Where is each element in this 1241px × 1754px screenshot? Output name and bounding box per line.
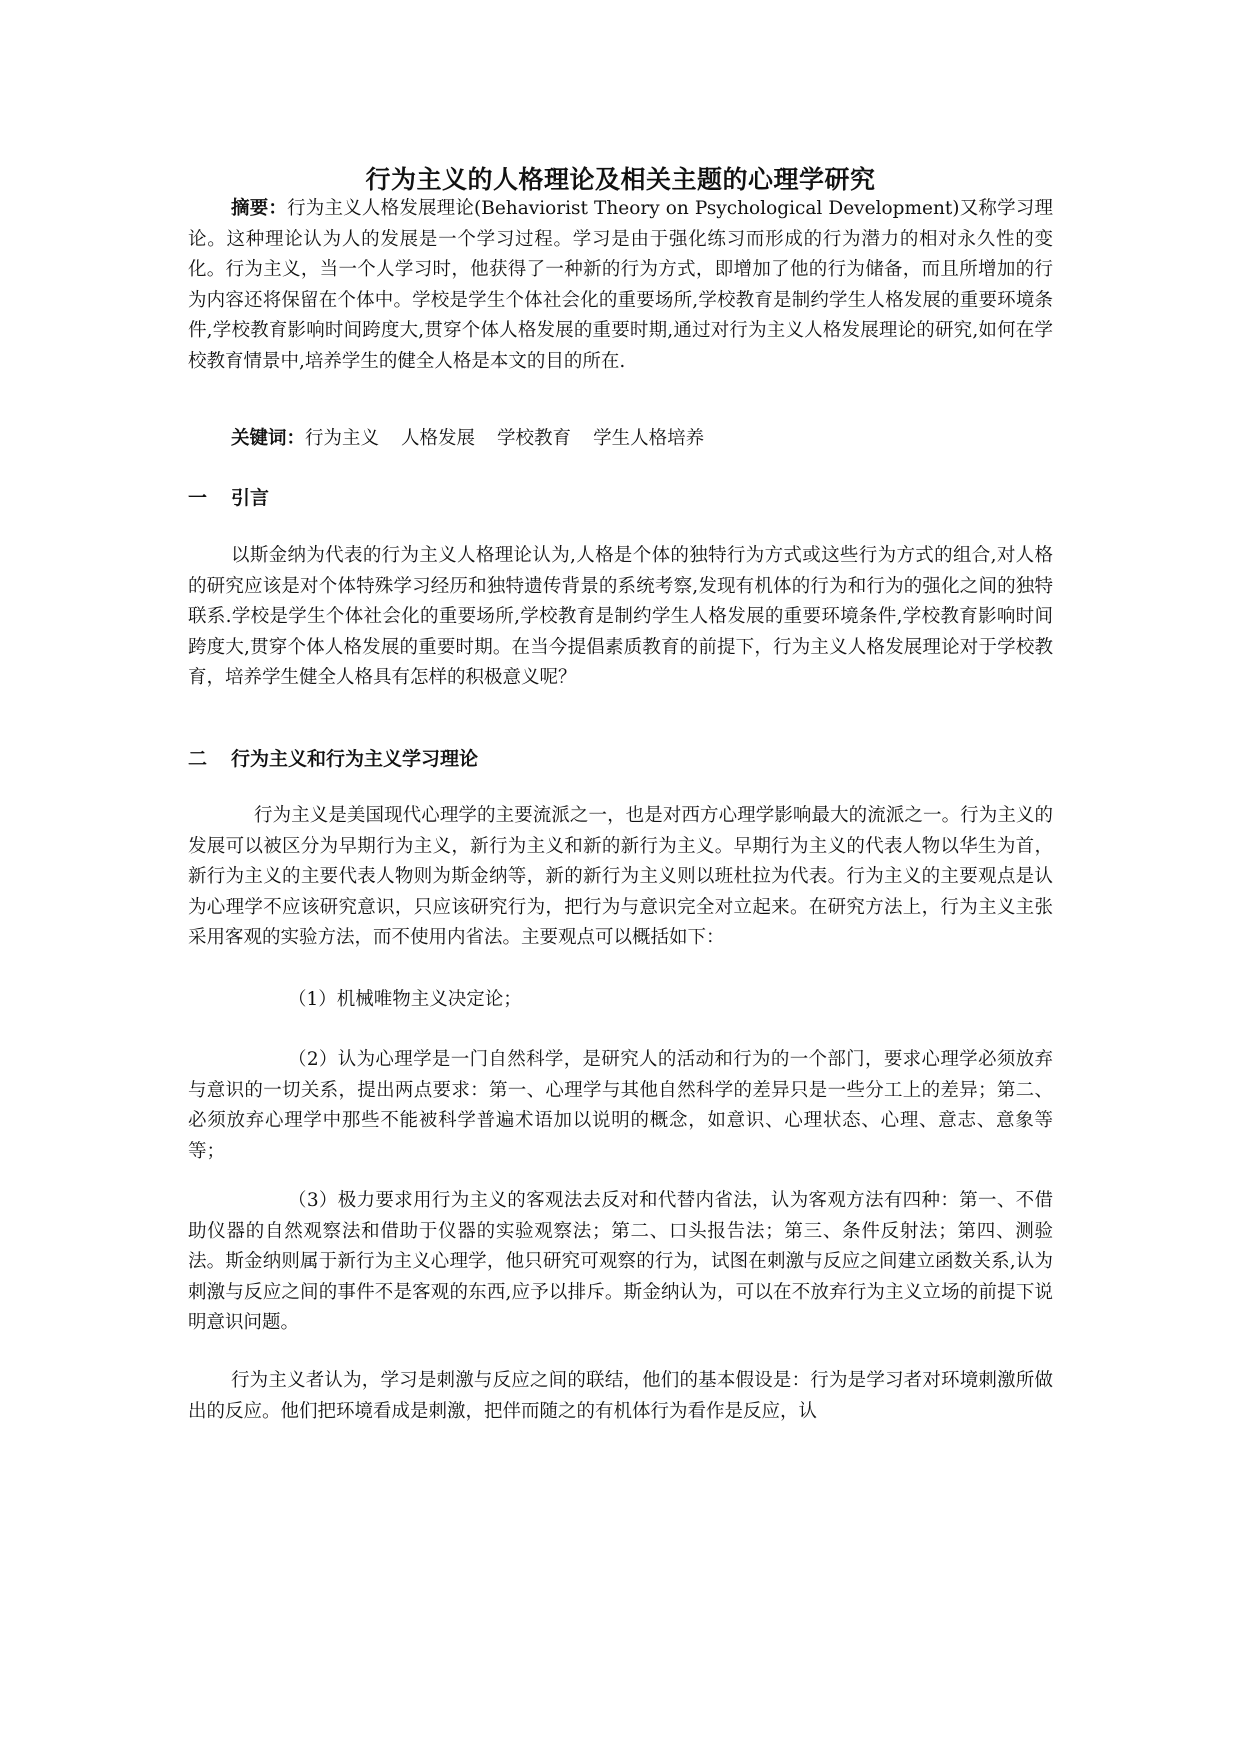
section-number: 一 [188,487,208,509]
point-list-item: （3）极力要求用行为主义的客观法去反对和代替内省法，认为客观方法有四种：第一、不借助仪器的自然观察法和借助于仪器的实验观察法；第二、口头报告法；第三、条件反射法；第四、测验法。斯金纳则属于新行为主义心理学，他只研究可观察的行为，试图在刺激与反应之间建立函数关系,认为刺激与反应之间的事件不是客观的东西,应予以排斥。斯金纳认为，可以在不放弃行为主义立场的前提下说明意识问题。 [188,1190,1053,1333]
keyword-term: 行为主义 [305,428,380,449]
section-heading-behaviorism [188,744,478,774]
point-list-item: （1）机械唯物主义决定论； [288,989,522,1010]
page-title: 行为主义的人格理论及相关主题的心理学研究 [365,165,876,194]
abstract-text: 行为主义人格发展理论(Behaviorist Theory on Psychological Development)又称学习理论。这种理论认为人的发展是一个学习过程。学习是由于强化练习而形成的行为潜力的相对永久性的变化。行为主义，当一个人学习时，他获得了一种新的行为方式，即增加了他的行为储备，而且所增加的行为内容还将保留在个体中。学校是学生个体社会化的重要场所,学校教育是制约学生人格发展的重要环境条件,学校教育影响时间跨度大,贯穿个体人格发展的重要时期,通过对行为主义人格发展理论的研究,如何在学校教育情景中,培养学生的健全人格是本文的目的所在. [188,198,1053,372]
keywords-line [188,424,1053,455]
behaviorism-intro-paragraph: 行为主义是美国现代心理学的主要流派之一，也是对西方心理学影响最大的流派之一。行为主义的发展可以被区分为早期行为主义，新行为主义和新的新行为主义。早期行为主义的代表人物以华生为首，新行为主义的主要代表人物则为斯金纳等，新的新行为主义则以班杜拉为代表。行为主义的主要观点是认为心理学不应该研究意识，只应该研究行为，把行为与意识完全对立起来。在研究方法上，行为主义主张采用客观的实验方法，而不使用内省法。主要观点可以概括如下： [188,805,1053,948]
point-list-item: （2）认为心理学是一门自然科学，是研究人的活动和行为的一个部门，要求心理学必须放弃与意识的一切关系，提出两点要求：第一、心理学与其他自然科学的差异只是一些分工上的差异；第二、必须放弃心理学中那些不能被科学普遍术语加以说明的概念，如意识、心理状态、心理、意志、意象等等； [188,1049,1053,1162]
section-number: 二 [188,748,208,770]
section-title: 引言 [231,487,270,509]
section-heading-intro [188,483,269,513]
closing-paragraph: 行为主义者认为，学习是刺激与反应之间的联结，他们的基本假设是：行为是学习者对环境刺激所做出的反应。他们把环境看成是刺激，把伴而随之的有机体行为看作是反应，认 [188,1370,1053,1422]
intro-paragraph: 以斯金纳为代表的行为主义人格理论认为,人格是个体的独特行为方式或这些行为方式的组合,对人格的研究应该是对个体特殊学习经历和独特遗传背景的系统考察,发现有机体的行为和行为的强化之间的独特联系.学校是学生个体社会化的重要场所,学校教育是制约学生人格发展的重要环境条件,学校教育影响时间跨度大,贯穿个体人格发展的重要时期。在当今提倡素质教育的前提下，行为主义人格发展理论对于学校教育，培养学生健全人格具有怎样的积极意义呢？ [188,545,1053,688]
abstract-paragraph [188,194,1053,377]
keywords-label: 关键词： [231,428,306,449]
section-title: 行为主义和行为主义学习理论 [231,748,479,770]
keyword-term: 学校教育 [497,428,572,449]
keyword-term: 学生人格培养 [593,428,705,449]
keyword-term: 人格发展 [401,428,476,449]
abstract-label: 摘要： [231,198,288,219]
